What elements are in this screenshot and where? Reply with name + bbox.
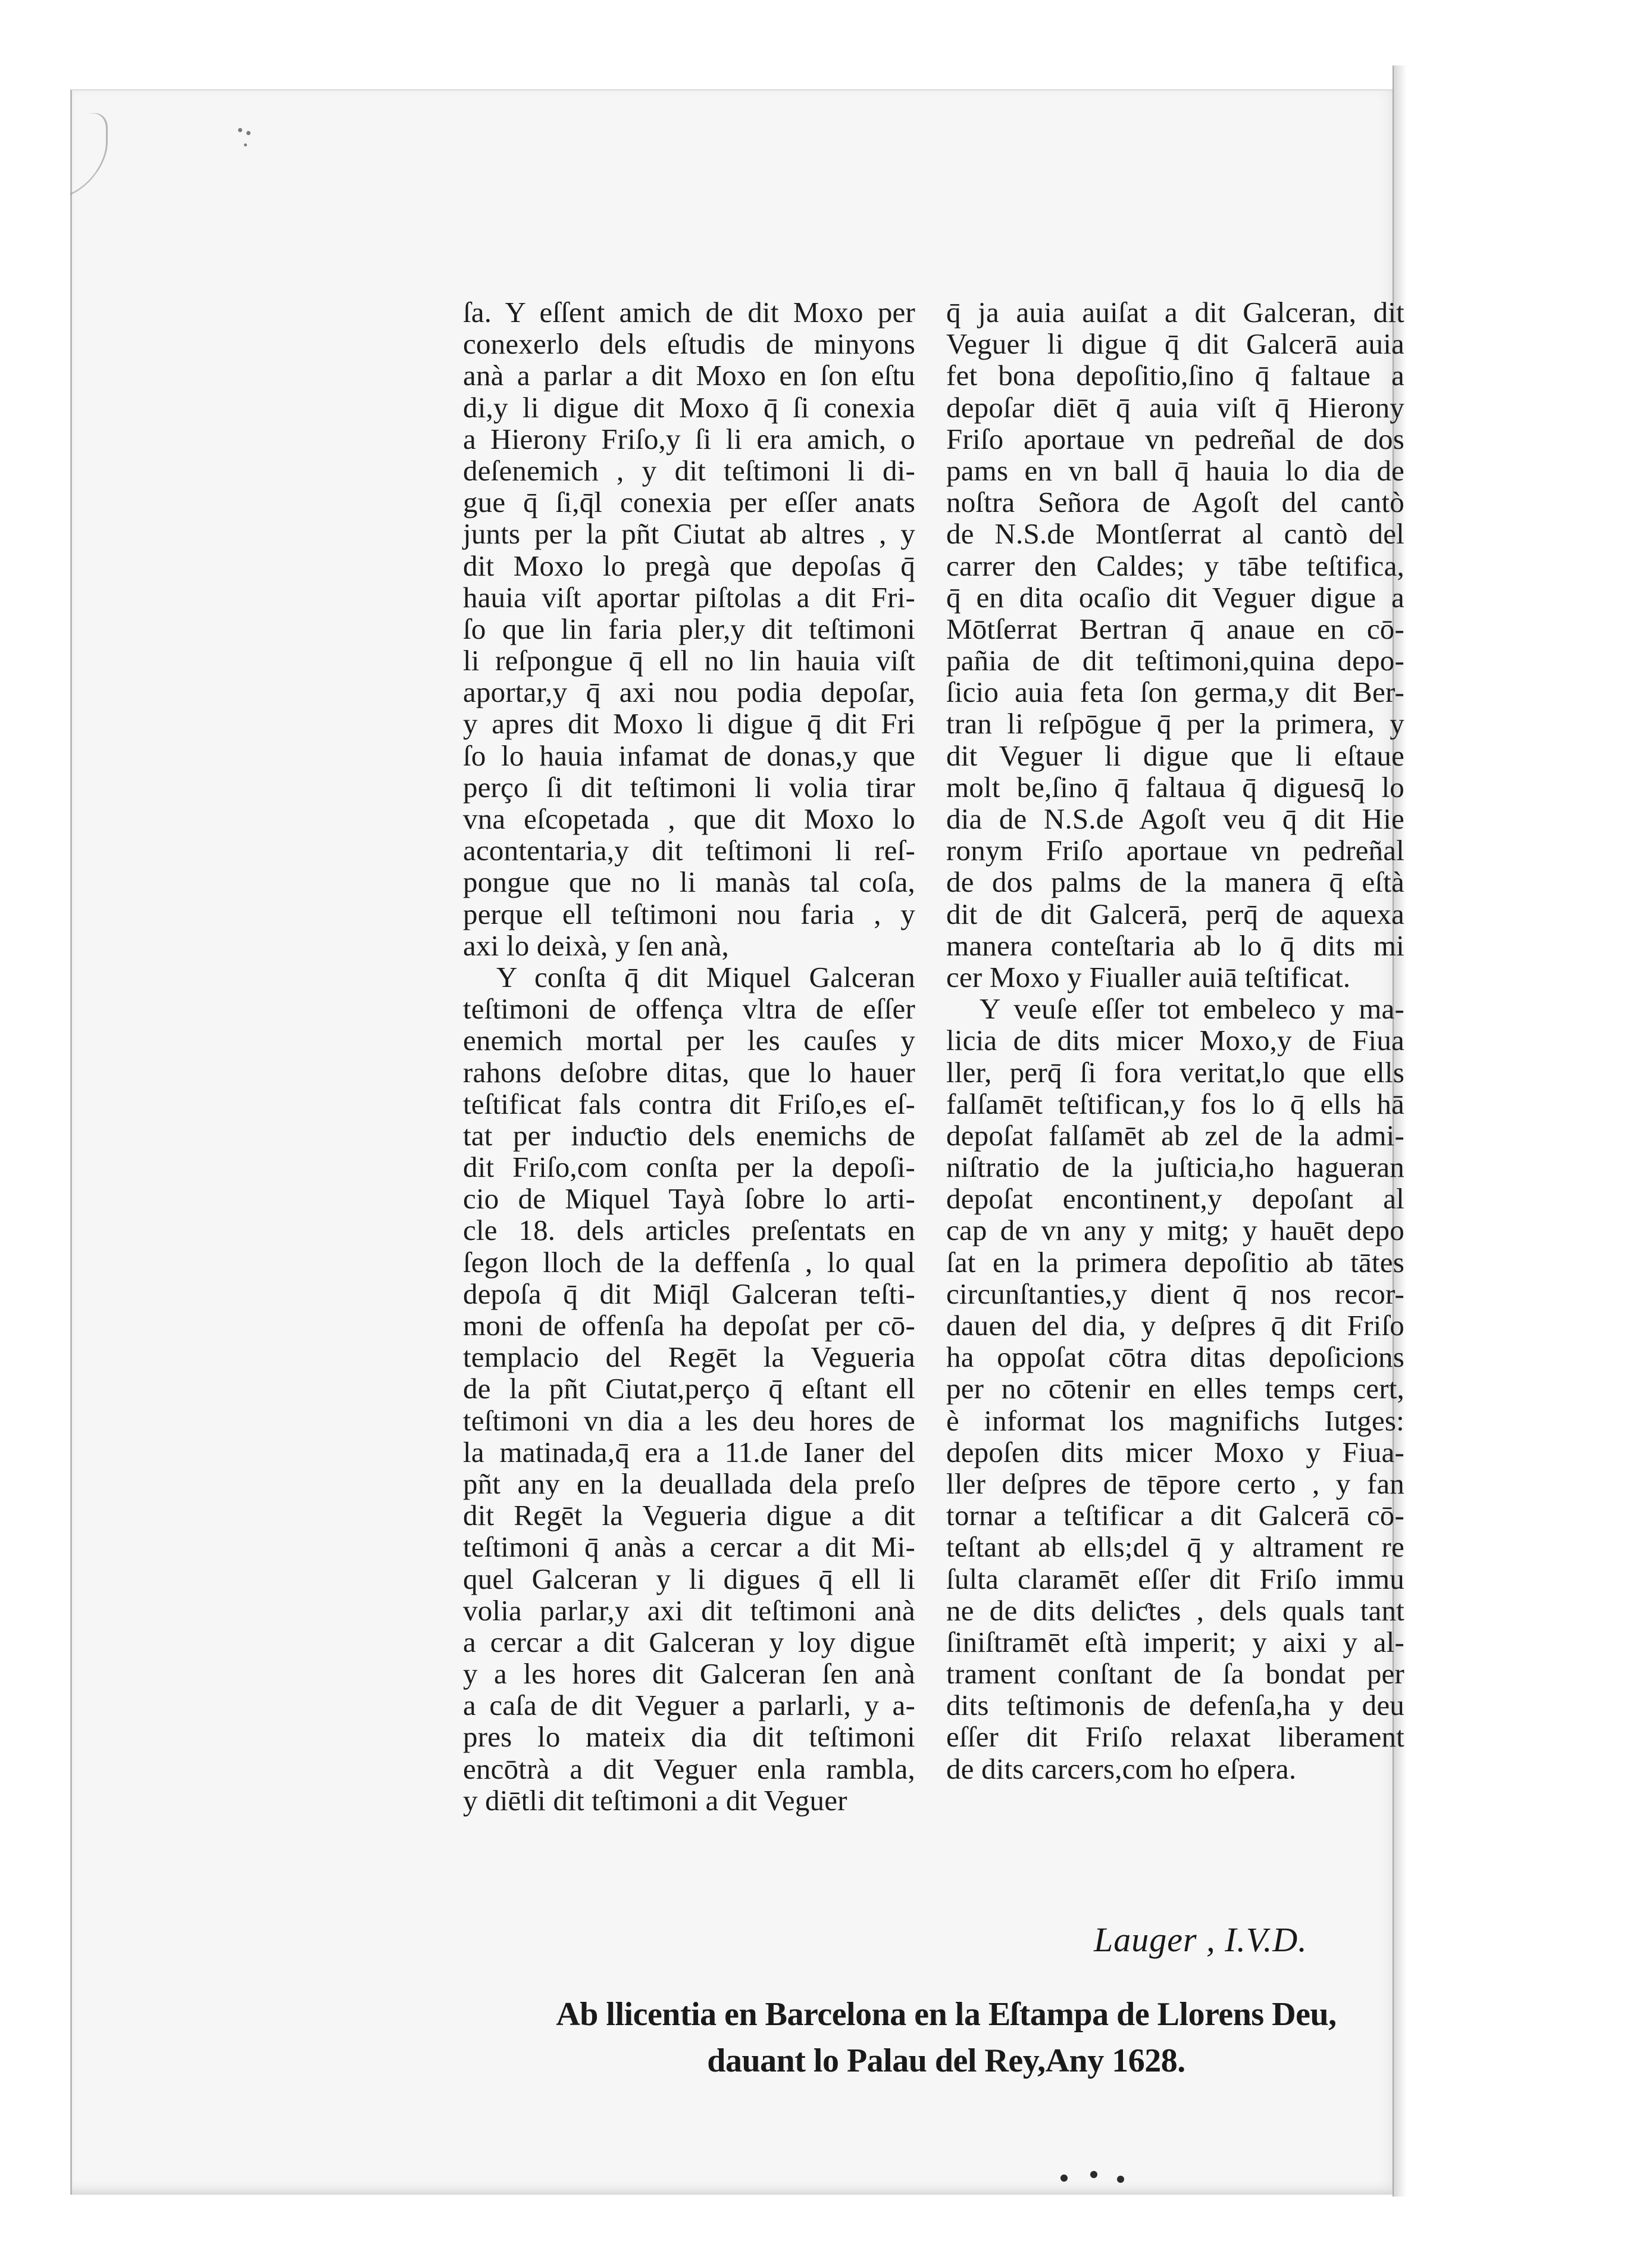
text-line: ller, perq̄ ſi fora veritat,lo que ells [946,1055,1404,1089]
text-line: dit Friſo,com conſta per la depoſi- [463,1151,915,1184]
text-line: niſtratio de la juſticia,ho hagueran [946,1151,1404,1184]
text-line: ſulta claramēt eſſer dit Friſo immu [946,1562,1404,1595]
text-line: dit Regēt la Vegueria digue a dit [463,1499,915,1532]
text-line: circunſtanties,y dient q̄ nos recor- [946,1277,1404,1310]
text-line: tran li reſpōgue q̄ per la primera, y [946,707,1404,741]
text-line: templacio del Regēt la Vegueria [463,1341,915,1374]
text-line: dia de N.S.de Agoſt veu q̄ dit Hie [946,802,1404,835]
text-line: ronym Friſo aportaue vn pedreñal [946,834,1404,867]
text-line: junts per la pñt Ciutat ab altres , y [463,517,915,551]
text-line: teſtificat fals contra dit Friſo,es eſ- [463,1087,915,1120]
text-line: cap de vn any y mitg; y hauēt depo [946,1214,1404,1247]
text-line: dit Veguer li digue que li eſtaue [946,739,1404,772]
text-line: molt be,ſino q̄ faltaua q̄ diguesq̄ lo [946,770,1404,804]
text-line: dit Moxo lo pregà que depoſas q̄ [463,549,915,582]
text-line: de dits carcers,com ho eſpera. [946,1752,1297,1785]
ink-specks [238,128,262,146]
text-column-left [463,296,915,1816]
text-line: q̄ en dita ocaſio dit Veguer digue a [946,580,1404,614]
text-line: depoſen dits micer Moxo y Fiua- [946,1435,1404,1469]
text-line: eſſer dit Friſo relaxat liberament [946,1720,1404,1754]
text-line: encōtrà a dit Veguer enla rambla, [463,1752,915,1785]
text-line: ſicio auia feta ſon germa,y dit Ber- [946,676,1404,709]
text-line: ſo lo hauia infamat de donas,y que [463,739,915,772]
text-line: ſat en la primera depoſitio ab tātes [946,1245,1404,1279]
text-line: ller deſpres de tēpore certo , y fan [946,1467,1404,1500]
text-line: pñt any en la deuallada dela preſo [463,1467,915,1500]
text-line: ha oppoſat cōtra ditas depoſicions [946,1341,1404,1374]
text-line: pongue que no li manàs tal coſa, [463,866,915,899]
ornament-dots-icon [1060,2173,1132,2185]
text-line: ſa. Y eſſent amich de dit Moxo per [463,296,915,329]
imprint-line-1: Ab llicentia en Barcelona en la Eſtampa de Llorens Deu, [556,1996,1337,2033]
text-line: per no cōtenir en elles temps cert, [946,1372,1404,1405]
text-line: Y conſta q̄ dit Miquel Galceran [496,960,915,993]
text-line: depoſa q̄ dit Miq̄l Galceran teſti- [463,1277,915,1310]
text-line: de la pñt Ciutat,perço q̄ eſtant ell [463,1372,915,1405]
text-line: depoſat falſamēt ab zel de la admi- [946,1118,1404,1152]
text-line: Y veuſe eſſer tot embeleco y ma- [980,992,1404,1026]
text-line: depoſar diēt q̄ auia viſt q̄ Hierony [946,390,1404,424]
text-line: deſenemich , y dit teſtimoni li di- [463,454,915,487]
text-line: conexerlo dels eſtudis de minyons [463,327,915,361]
text-line: y a les hores dit Galceran ſen anà [463,1657,915,1691]
text-line: manera conteſtaria ab lo q̄ dits mi [946,929,1404,962]
text-line: teſtimoni q̄ anàs a cercar a dit Mi- [463,1530,915,1564]
text-line: ſo que lin faria pler,y dit teſtimoni [463,612,915,645]
text-line: tat per induƈtio dels enemichs de [463,1118,915,1152]
text-line: aportar,y q̄ axi nou podia depoſar, [463,676,915,709]
text-line: Friſo aportaue vn pedreñal de dos [946,422,1404,455]
text-line: noſtra Señora de Agoſt del cantò [946,486,1404,519]
text-line: vna eſcopetada , que dit Moxo lo [463,802,915,835]
text-line: Mōtſerrat Bertran q̄ anaue en cō- [946,612,1404,645]
text-line: quel Galceran y li digues q̄ ell li [463,1562,915,1595]
text-line: de N.S.de Montſerrat al cantò del [946,517,1404,551]
text-line: teſtimoni de offença vltra de eſſer [463,992,915,1026]
text-line: y diētli dit teſtimoni a dit Veguer [463,1783,847,1817]
text-line: la matinada,q̄ era a 11.de Ianer del [463,1435,915,1469]
text-line: anà a parlar a dit Moxo en ſon eſtu [463,359,915,392]
imprint-line-2: dauant lo Palau del Rey,Any 1628. [707,2042,1185,2079]
text-line: acontentaria,y dit teſtimoni li reſ- [463,834,915,867]
text-line: di,y li digue dit Moxo q̄ ſi conexia [463,390,915,424]
text-line: volia parlar,y axi dit teſtimoni anà [463,1594,915,1627]
text-line: moni de offenſa ha depoſat per cō- [463,1309,915,1342]
text-line: gue q̄ ſi,q̄l conexia per eſſer anats [463,486,915,519]
text-line: li reſpongue q̄ ell no lin hauia viſt [463,644,915,677]
text-line: axi lo deixà, y ſen anà, [463,929,729,962]
text-line: tornar a teſtificar a dit Galcerā cō- [946,1499,1404,1532]
text-line: trament conſtant de ſa bondat per [946,1657,1404,1691]
text-line: falſamēt teſtifican,y fos lo q̄ ells hā [946,1087,1404,1120]
text-line: dits teſtimonis de defenſa,ha y deu [946,1689,1404,1722]
text-line: carrer den Caldes; y tābe teſtifica, [946,549,1404,582]
text-line: a caſa de dit Veguer a parlarli, y a- [463,1689,915,1722]
text-line: cer Moxo y Fiualler auiā teſtificat. [946,960,1351,993]
text-line: y apres dit Moxo li digue q̄ dit Fri [463,707,915,741]
text-line: cio de Miquel Tayà ſobre lo arti- [463,1182,915,1216]
text-line: hauia viſt aportar piſtolas a dit Fri- [463,580,915,614]
author-signature: Lauger , I.V.D. [1094,1920,1307,1959]
text-line: pres lo mateix dia dit teſtimoni [463,1720,915,1754]
text-column-right [946,296,1404,1785]
text-line: Veguer li digue q̄ dit Galcerā auia [946,327,1404,361]
text-line: perço ſi dit teſtimoni li volia tirar [463,770,915,804]
printer-imprint [464,1991,1428,2084]
text-line: teſtant ab ells;del q̄ y altrament re [946,1530,1404,1564]
text-line: perque ell teſtimoni nou faria , y [463,897,915,930]
text-line: q̄ ja auia auiſat a dit Galceran, dit [946,296,1404,329]
text-line: è informat los magnifichs Iutges: [946,1404,1404,1437]
text-line: ſegon lloch de la deffenſa , lo qual [463,1245,915,1279]
text-line: depoſat encontinent,y depoſant al [946,1182,1404,1216]
text-line: cle 18. dels articles preſentats en [463,1214,915,1247]
text-line: a Hierony Friſo,y ſi li era amich, o [463,422,915,455]
text-line: dit de dit Galcerā, perq̄ de aquexa [946,897,1404,930]
text-line: pams en vn ball q̄ hauia lo dia de [946,454,1404,487]
text-line: enemich mortal per les cauſes y [463,1024,915,1057]
text-line: de dos palms de la manera q̄ eſtà [946,866,1404,899]
text-line: ſiniſtramēt eſtà imperit; y aixi y al- [946,1625,1404,1658]
text-line: a cercar a dit Galceran y loy digue [463,1625,915,1658]
text-line: ne de dits deliƈtes , dels quals tant [946,1594,1404,1627]
text-line: teſtimoni vn dia a les deu hores de [463,1404,915,1437]
text-line: licia de dits micer Moxo,y de Fiua [946,1024,1404,1057]
text-line: rahons deſobre ditas, que lo hauer [463,1055,915,1089]
text-line: fet bona depoſitio,ſino q̄ faltaue a [946,359,1404,392]
text-line: pañia de dit teſtimoni,quina depo- [946,644,1404,677]
text-line: dauen del dia, y deſpres q̄ dit Friſo [946,1309,1404,1342]
